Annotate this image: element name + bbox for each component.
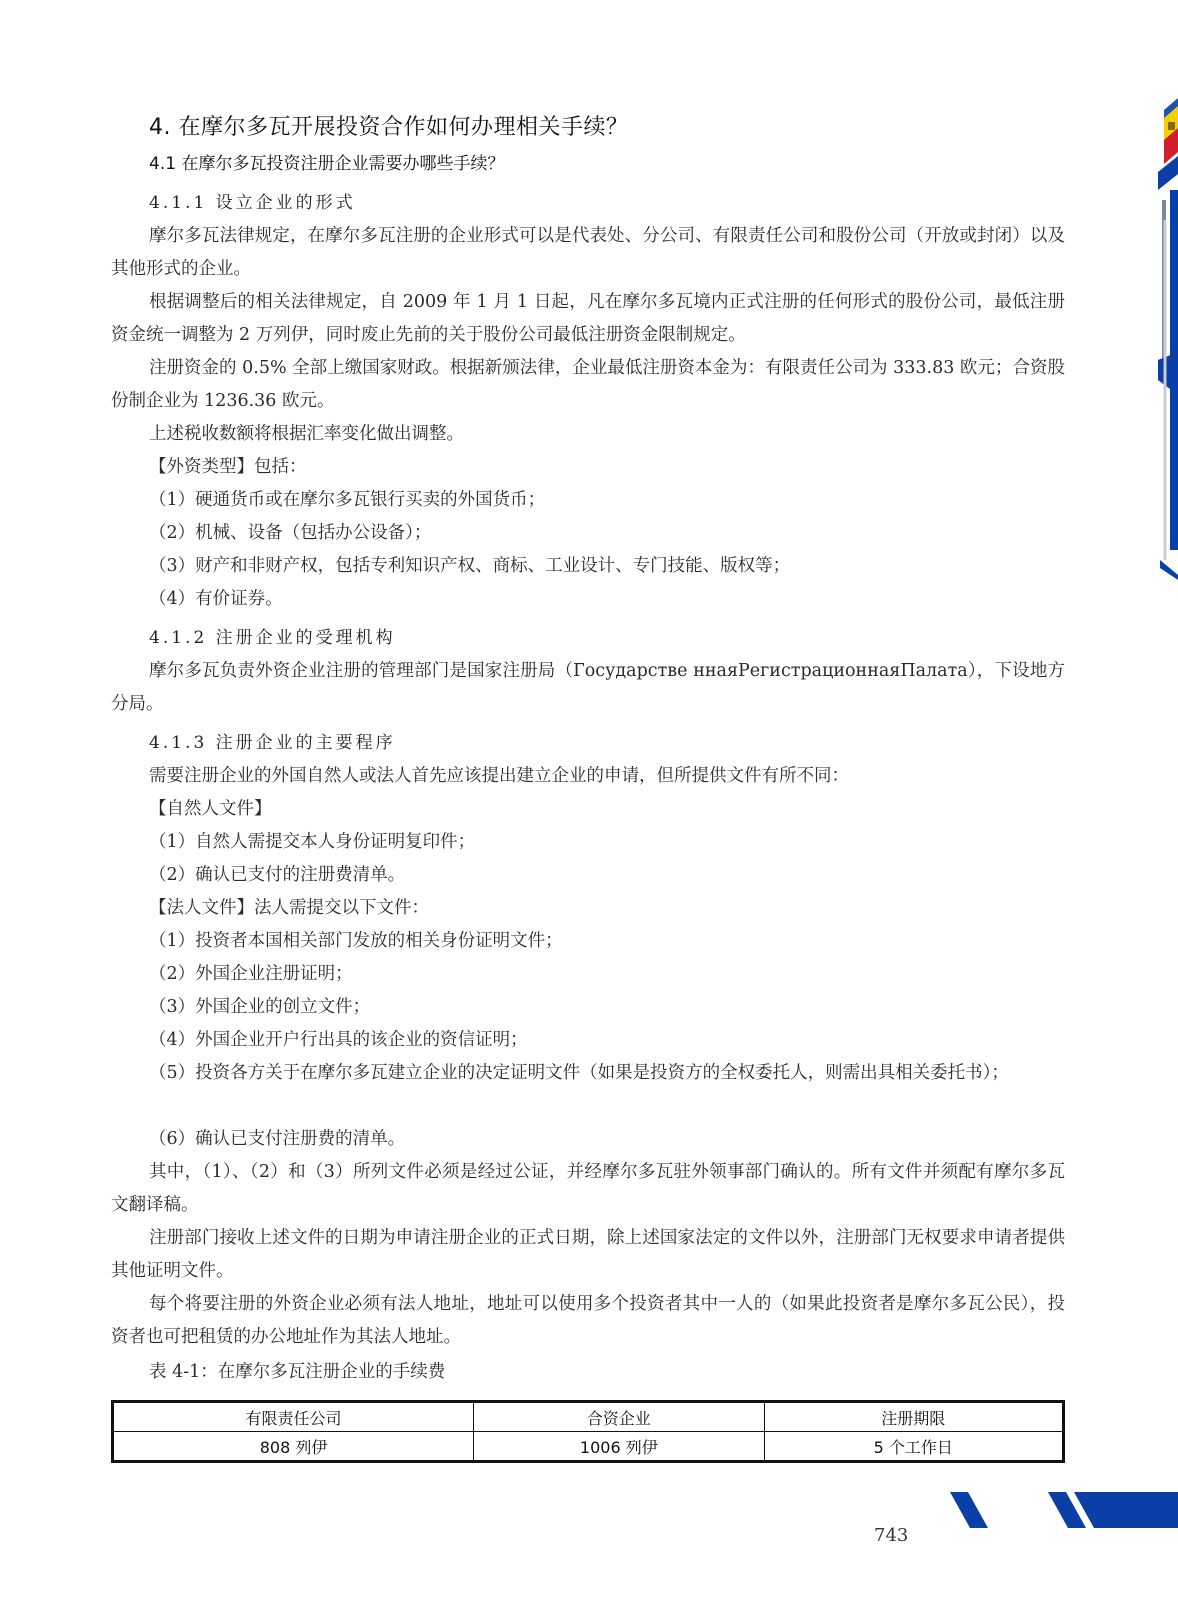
table-cell: 1006 列伊 [474,1432,764,1462]
list-item: （2）确认已支付的注册费清单。 [149,865,406,885]
paragraph: 上述税收数额将根据汇率变化做出调整。 [149,424,464,444]
side-decoration [1078,0,1178,1600]
list-item: （2）外国企业注册证明； [149,964,353,984]
list-item: （6）确认已支付注册费的清单。 [149,1129,406,1149]
list-item: （5）投资各方关于在摩尔多瓦建立企业的决定证明文件（如果是投资方的全权委托人，则需出具相关委托书）； [149,1063,1009,1083]
list-heading: 【外资类型】包括： [149,457,307,477]
subsection-title: 4.1.1 设立企业的形式 [149,193,356,213]
list-item: （2）机械、设备（包括办公设备）； [149,523,432,543]
paragraph: 摩尔多瓦法律规定，在摩尔多瓦注册的企业形式可以是代表处、分公司、有限责任公司和股份公司（开放或封闭）以及其他形式的企业。 [111,226,1065,279]
paragraph: 摩尔多瓦负责外资企业注册的管理部门是国家注册局（Государстве ннаяРегистрационнаяПалата），下设地方分局。 [111,661,1065,714]
paragraph: 注册资金的 0.5% 全部上缴国家财政。根据新颁法律，企业最低注册资本金为：有限责任公司为 333.83 欧元；合资股份制企业为 1236.36 欧元。 [111,358,1065,411]
table-cell: 808 列伊 [113,1432,474,1462]
paragraph: 其中，（1）、（2）和（3）所列文件必须是经过公证，并经摩尔多瓦驻外领事部门确认的。所有文件并须配有摩尔多瓦文翻译稿。 [111,1162,1065,1215]
table-header-row [113,1402,1064,1432]
paragraph: 注册部门接收上述文件的日期为申请注册企业的正式日期，除上述国家法定的文件以外，注册部门无权要求申请者提供其他证明文件。 [111,1228,1065,1281]
paragraph: 需要注册企业的外国自然人或法人首先应该提出建立企业的申请，但所提供文件有所不同： [149,766,849,786]
table-header-cell: 合资企业 [474,1402,764,1432]
chapter-heading: 4. 在摩尔多瓦开展投资合作如何办理相关手续？ [149,115,629,140]
paragraph: 每个将要注册的外资企业必须有法人地址，地址可以使用多个投资者其中一人的（如果此投资者是摩尔多瓦公民），投资者也可把租赁的办公地址作为其法人地址。 [111,1294,1065,1347]
table-row [113,1432,1064,1462]
list-item: （3）财产和非财产权，包括专利知识产权、商标、工业设计、专门技能、版权等； [149,556,791,576]
list-item: （4）有价证券。 [149,589,283,609]
list-item: （1）硬通货币或在摩尔多瓦银行买卖的外国货币； [149,490,546,510]
list-item: （1）自然人需提交本人身份证明复印件； [149,832,476,852]
subsection-title: 4.1.3 注册企业的主要程序 [149,733,396,753]
moldova-flag-icon [1164,98,1178,164]
fee-table [111,1400,1065,1463]
table-header-cell: 有限责任公司 [113,1402,474,1432]
list-item: （4）外国企业开户行出具的该企业的资信证明； [149,1030,528,1050]
table-cell: 5 个工作日 [764,1432,1064,1462]
list-heading: 【法人文件】法人需提交以下文件： [149,898,429,918]
paragraph: 根据调整后的相关法律规定，自 2009 年 1 月 1 日起，凡在摩尔多瓦境内正式注册的任何形式的股份公司，最低注册资金统一调整为 2 万列伊，同时废止先前的关于股份公司最低注册资金限制规定。 [111,292,1065,345]
bottom-stripes [940,1490,1178,1530]
table-header-cell: 注册期限 [764,1402,1064,1432]
subsection-title: 4.1.2 注册企业的受理机构 [149,628,396,648]
list-heading: 【自然人文件】 [149,799,272,819]
list-item: （3）外国企业的创立文件； [149,997,371,1017]
table-caption: 表 4-1：在摩尔多瓦注册企业的手续费 [149,1362,446,1382]
page-number: 743 [874,1525,909,1546]
list-item: （1）投资者本国相关部门发放的相关身份证明文件； [149,931,563,951]
section-heading: 4.1 在摩尔多瓦投资注册企业需要办哪些手续？ [149,154,505,174]
